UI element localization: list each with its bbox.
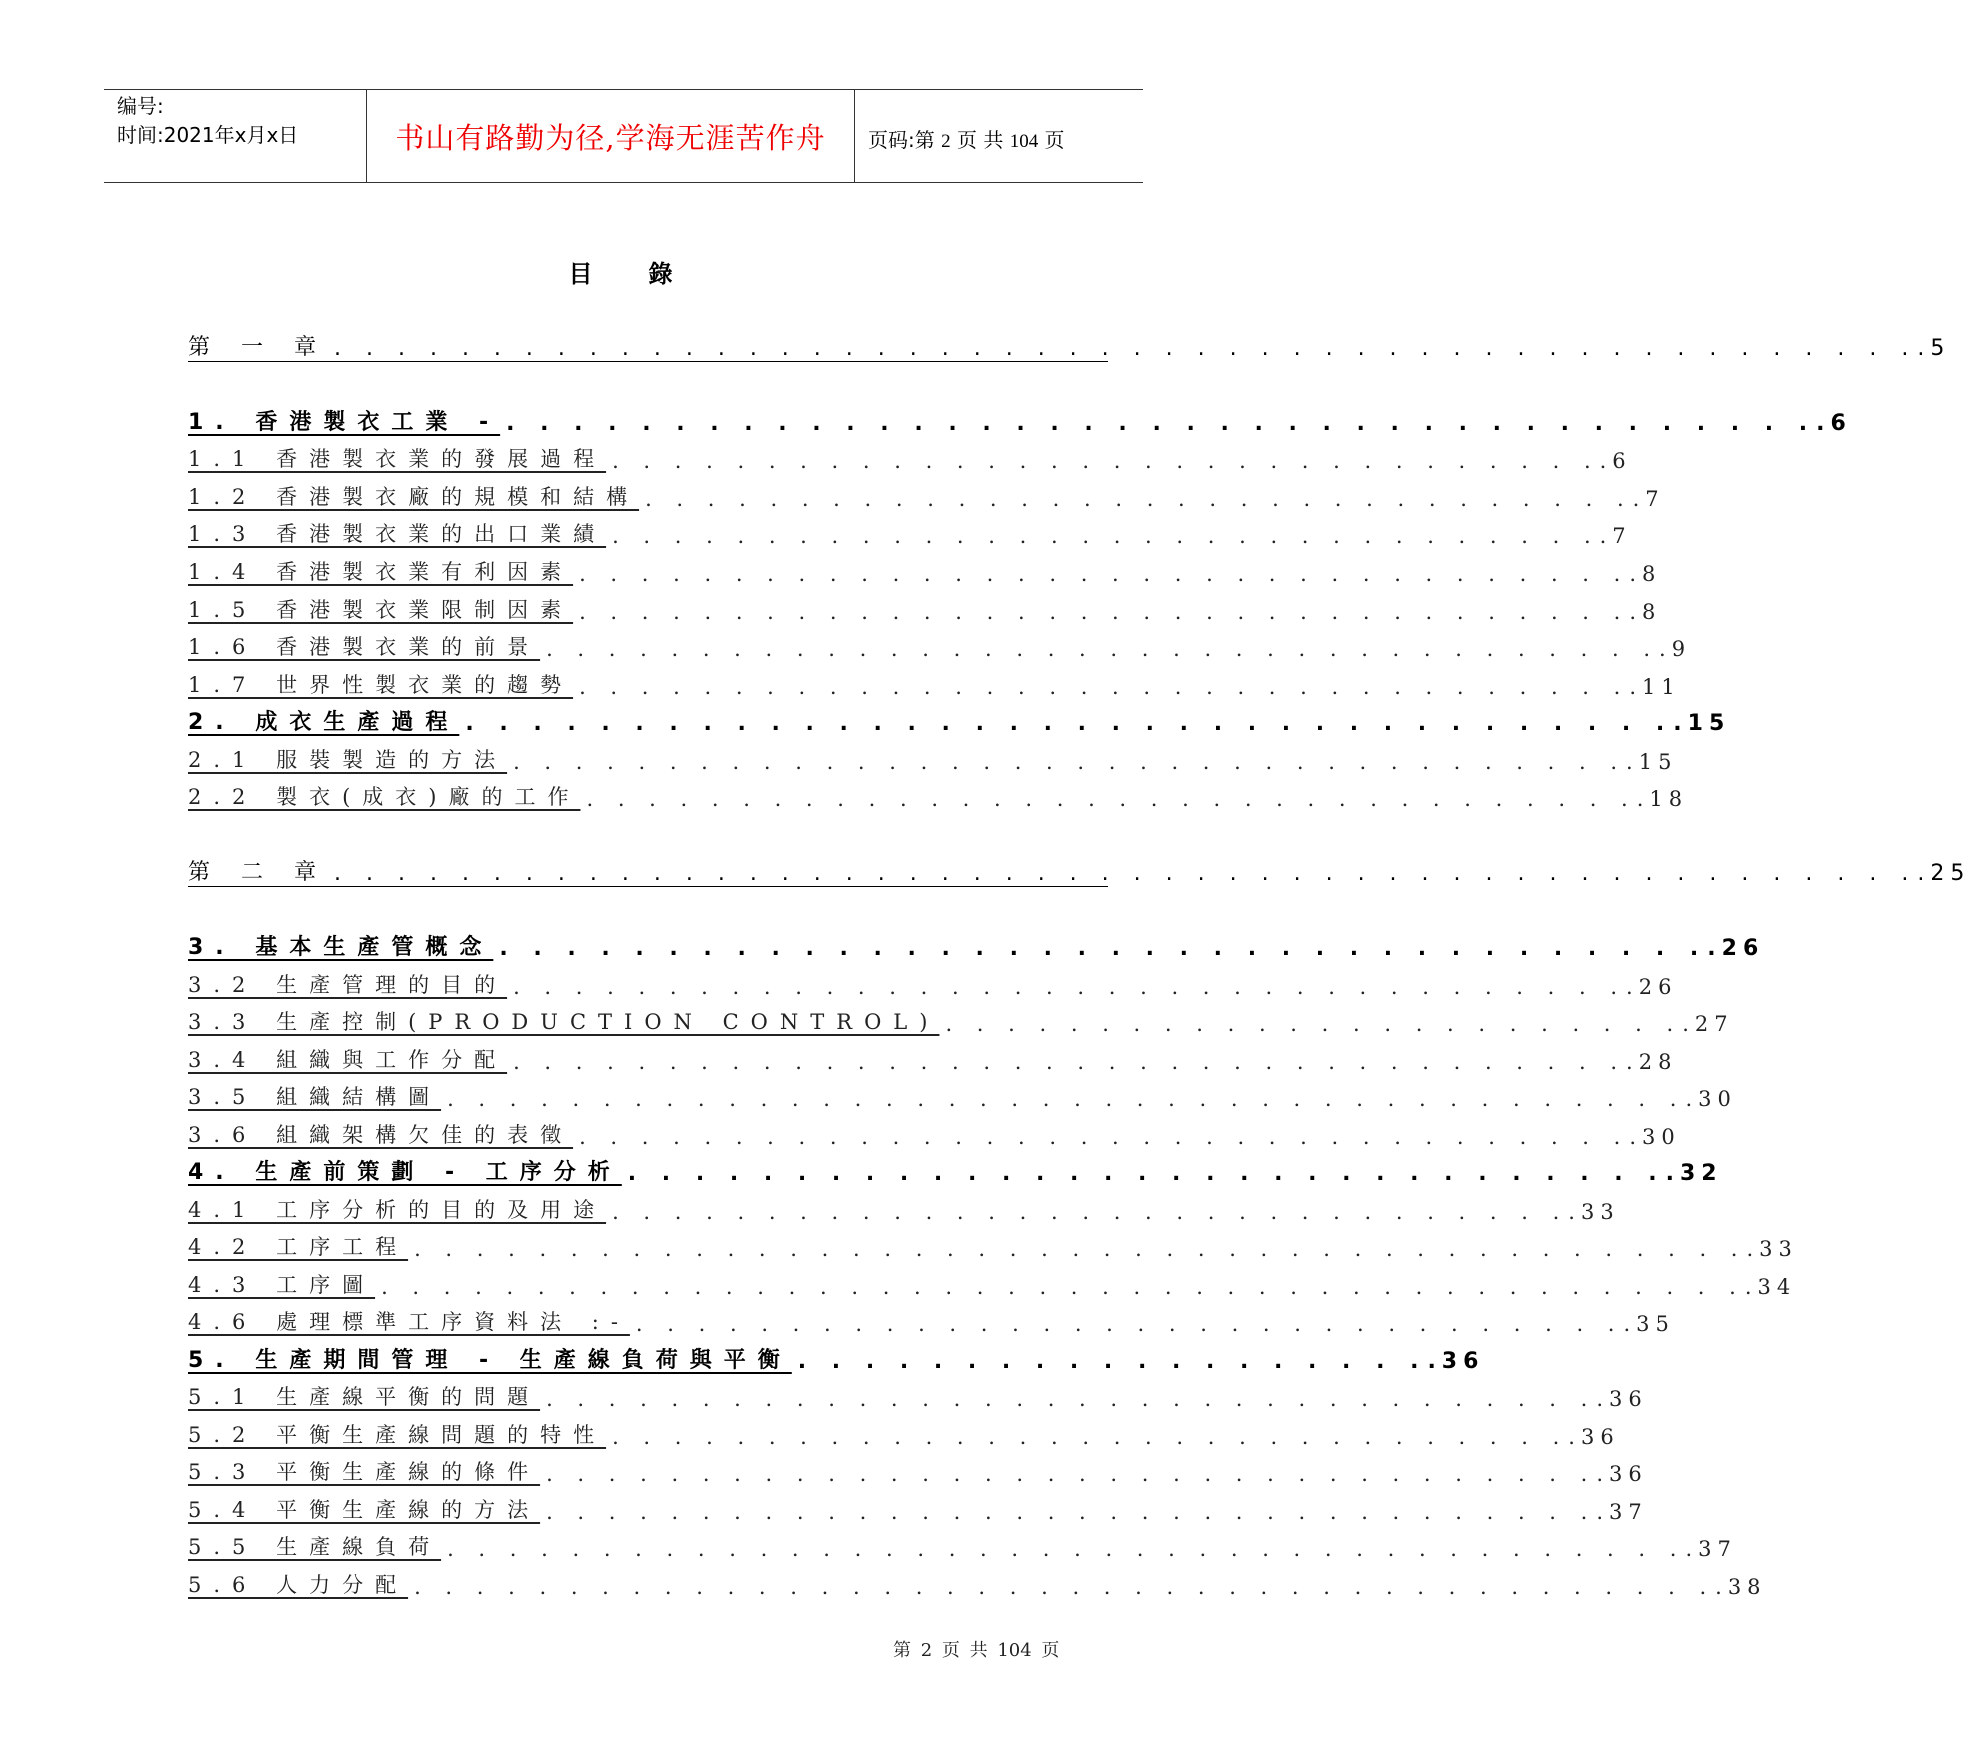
toc-entry-subsection[interactable] [188,439,1632,473]
toc-entry-leader: . . . . . . . . . . . . . . . . . . . . . . . . . . . . . . . . . . [579,562,1630,586]
toc-entry-subsection[interactable] [188,1265,1797,1299]
toc-entry-leader: . . . . . . . . . . . . . . . . . . . . . . . . . . . . . . . . . . . . [465,711,1674,736]
toc-title [0,254,1241,289]
toc-entry-section[interactable] [188,927,1765,961]
toc-entry-label: 1.7 世界性製衣業的趨勢 [188,673,574,697]
time-label: 时间:2021年x月x日 [117,123,299,147]
toc-entry-label: 3. 基本生產管概念 [188,935,494,960]
toc-entry-subsection[interactable] [188,1377,1648,1411]
toc-entry-leader: . . . . . . . . . . . . . . . . . . . . . . . . . . . . . . . . . . . . [513,750,1627,774]
toc-entry-subsection[interactable] [188,777,1689,811]
page-suffix: 页 [1044,128,1065,152]
toc-entry-label: 1. 香港製衣工業 - [188,410,501,435]
toc-entry-subsection[interactable] [188,1227,1798,1261]
toc-entry-page: .11 [1629,675,1681,699]
toc-entry-leader: . . . . . . . . . . . . . . . . . . . . . . . . . . . . . . . . . . [579,600,1630,624]
toc-entry-label: 4.3 工序圖 [188,1273,376,1297]
toc-entry-leader: . . . . . . . . . . . . . . . . . . . . . . . . . . . . . . . . . . . . . . . . . . . . . . . . . . [334,861,1918,886]
toc-entry-leader: . . . . . . . . . . . . . . . . . . . . . . . . . . . . . . . . [612,449,1600,473]
toc-entry-leader: . . . . . . . . . . . . . . . . . . . . . . . . . . . . . . . . . . . . [546,637,1660,661]
page-total: 104 [1009,131,1039,152]
toc-entry-label: 1.5 香港製衣業限制因素 [188,598,574,622]
toc-entry-section[interactable] [188,1340,1485,1374]
toc-entry-page: .33 [1568,1200,1620,1224]
toc-entry-label: 1.2 香港製衣廠的規模和結構 [188,485,640,509]
toc-entry-leader: . . . . . . . . . . . . . . . . . . . . . . . . . . . . . . . . . . [546,1387,1597,1411]
toc-entry-leader: . . . . . . . . . . . . . . . . . . . . . . . . . . . . . . . . . . [546,1500,1597,1524]
toc-entry-leader: . . . . . . . . . . . . . . . . . . . . . . . . . . . . . . . . [612,524,1600,548]
toc-entry-label: 5. 生產期間管理 - 生產線負荷與平衡 [188,1348,792,1373]
toc-entry-page: .36 [1596,1387,1648,1411]
toc-entry-leader: . . . . . . . . . . . . . . . . . . . . . . . . . . . . . . . . . . [586,787,1637,811]
toc-entry-chapter[interactable] [188,327,1951,362]
toc-entry-leader: . . . . . . . . . . . . . . . . . . . . . . . . . . . . . . . . . . . . [513,1050,1627,1074]
toc-entry-label: 3.2 生產管理的目的 [188,973,508,997]
toc-entry-page: .35 [1623,1312,1675,1336]
toc-entry-page: .15 [1626,750,1678,774]
toc-entry-section[interactable] [188,402,1852,436]
toc-entry-page: .5 [1917,336,1951,361]
toc-entry-section[interactable] [188,702,1731,736]
toc-entry-label: 1.3 香港製衣業的出口業績 [188,522,607,546]
toc-entry-label: 5.3 平衡生產線的條件 [188,1460,541,1484]
toc-entry-page: .30 [1685,1087,1737,1111]
toc-entry-subsection[interactable] [188,1565,1767,1599]
toc-entry-page: .30 [1629,1125,1681,1149]
header-top-rule [104,89,1143,90]
toc-entry-subsection[interactable] [188,740,1678,774]
toc-entry-page: .34 [1744,1275,1797,1299]
page-number: 2 [941,131,951,152]
toc-entry-leader: . . . . . . . . . . . . . . . . . . . . . . . . . . . . . . . . [635,1312,1624,1336]
toc-entry-leader: . . . . . . . . . . . . . . . . . . . . . . . . . . . . . . . [627,1161,1666,1186]
toc-entry-label: 4. 生產前策劃 - 工序分析 [188,1160,622,1185]
toc-entry-label: 3.6 組織架構欠佳的表徵 [188,1123,574,1147]
toc-entry-page: .32 [1665,1161,1723,1186]
toc-entry-page: .6 [1599,449,1632,473]
toc-entry-label: 5.6 人力分配 [188,1573,409,1597]
toc-entry-page: .37 [1685,1537,1737,1561]
toc-entry-label: 4.6 處理標準工序資料法 :- [188,1310,630,1334]
toc-entry-page: .26 [1707,936,1765,961]
toc-entry-leader: . . . . . . . . . . . . . . . . . . . . . . . . . . . . . . . [612,1200,1569,1224]
toc-entry-subsection[interactable] [188,1040,1678,1074]
header-divider-right [854,89,855,183]
toc-entry-label: 3.4 組織與工作分配 [188,1048,508,1072]
toc-entry-leader: . . . . . . . . . . . . . . . . . . . . . . . . . . . . . . . . . . . . . . . [506,411,1817,436]
toc-entry-subsection[interactable] [188,1115,1681,1149]
header-meta [117,92,298,150]
toc-entry-page: .36 [1596,1462,1648,1486]
toc-entry-leader: . . . . . . . . . . . . . . . . . . . . . . . . . . . . . . . . . . . . . . . . . . . . [381,1275,1745,1299]
toc-entry-page: .18 [1636,787,1689,811]
toc-entry-leader: . . . . . . . . . . . . . . . . . . . . . . . . [945,1012,1683,1036]
page-prefix: 页码:第 [868,128,935,152]
toc-entry-page: .9 [1659,637,1692,661]
toc-entry-leader: . . . . . . . . . . . . . . . . . . . . . . . . . . . . . . . . . . . . . . . . . . . . . . . . . . [334,336,1918,361]
toc-entry-label: 1.4 香港製衣業有利因素 [188,560,574,584]
toc-entry-subsection[interactable] [188,1302,1675,1336]
toc-entry-label: 1.6 香港製衣業的前景 [188,635,541,659]
toc-entry-page: .8 [1629,600,1662,624]
toc-entry-page: .25 [1917,861,1970,886]
toc-entry-leader: . . . . . . . . . . . . . . . . . . . . . . . . . . . . . . . . . . . . [499,936,1708,961]
toc-entry-page: .28 [1626,1050,1678,1074]
toc-entry-page: .27 [1682,1012,1734,1036]
toc-entry-label: 3.3 生產控制(PRODUCTION CONTROL) [188,1010,940,1034]
toc-entry-leader: . . . . . . . . . . . . . . . . . . . . . . . . . . . . . . . . . . [546,1462,1597,1486]
toc-entry-subsection[interactable] [188,1527,1737,1561]
toc-entry-label: 第 二 章 [188,860,328,885]
toc-entry-chapter[interactable] [188,852,1970,887]
toc-entry-leader: . . . . . . . . . . . . . . . . . . . . . . . . . . . . . . . . [645,487,1633,511]
toc-entry-page: .37 [1596,1500,1648,1524]
toc-title-char-1: 目 [568,260,593,288]
page-footer: 第 2 页 共 104 页 [893,1640,1060,1661]
toc-entry-subsection[interactable] [188,1077,1737,1111]
toc-entry-page: .7 [1599,524,1632,548]
toc-entry-page: .38 [1715,1575,1767,1599]
toc-entry-subsection[interactable] [188,590,1662,624]
toc-entry-page: .26 [1626,975,1678,999]
serial-label: 编号: [117,94,164,118]
toc-entry-label: 5.4 平衡生產線的方法 [188,1498,541,1522]
toc-entry-leader: . . . . . . . . . . . . . . . . . . . . . . . . . . . . . . . . . . [579,675,1630,699]
toc-entry-label: 3.5 組織結構圖 [188,1085,442,1109]
toc-entry-label: 5.5 生產線負荷 [188,1535,442,1559]
toc-entry-page: .36 [1427,1349,1485,1374]
toc-entry-page: .8 [1629,562,1662,586]
toc-entry-leader: . . . . . . . . . . . . . . . . . . . . . . . . . . . . . . . . . . . . . . . . . . . [414,1237,1747,1261]
toc-entry-label: 1.1 香港製衣業的發展過程 [188,447,607,471]
toc-entry-subsection[interactable] [188,552,1662,586]
toc-entry-page: .36 [1568,1425,1620,1449]
toc-entry-subsection[interactable] [188,627,1692,661]
toc-entry-label: 2.1 服裝製造的方法 [188,748,508,772]
toc-entry-subsection[interactable] [188,477,1665,511]
toc-entry-leader: . . . . . . . . . . . . . . . . . . . [797,1349,1428,1374]
toc-title-char-2: 錄 [648,260,673,288]
toc-entry-section[interactable] [188,1152,1723,1186]
page-mid: 页 共 [956,128,1004,152]
toc-entry-label: 4.2 工序工程 [188,1235,409,1259]
toc-entry-label: 2. 成衣生產過程 [188,710,460,735]
toc-entry-page: .15 [1673,711,1731,736]
toc-entry-leader: . . . . . . . . . . . . . . . . . . . . . . . . . . . . . . . . . . . . [513,975,1627,999]
toc-entry-subsection[interactable] [188,1415,1620,1449]
toc-entry-page: .7 [1632,487,1665,511]
toc-entry-leader: . . . . . . . . . . . . . . . . . . . . . . . . . . . . . . . . . . . . . . . . . . [414,1575,1716,1599]
header-page-info [868,124,1065,153]
toc-entry-label: 2.2 製衣(成衣)廠的工作 [188,785,581,809]
toc-entry-page: .33 [1746,1237,1798,1261]
toc-entry-label: 5.2 平衡生產線問題的特性 [188,1423,607,1447]
header-bottom-rule [104,182,1143,183]
toc-entry-subsection[interactable] [188,514,1632,548]
toc-entry-label: 5.1 生產線平衡的問題 [188,1385,541,1409]
toc-entry-leader: . . . . . . . . . . . . . . . . . . . . . . . . . . . . . . . . . . [579,1125,1630,1149]
toc-entry-label: 第 一 章 [188,335,328,360]
toc-entry-subsection[interactable] [188,1490,1648,1524]
toc-entry-leader: . . . . . . . . . . . . . . . . . . . . . . . . . . . . . . . . . . . . . . . . [447,1537,1686,1561]
toc-entry-page: .6 [1816,411,1852,436]
header-motto: 书山有路勤为径,学海无涯苦作舟 [395,121,826,155]
toc-entry-subsection[interactable] [188,1452,1648,1486]
toc-entry-subsection[interactable] [188,1190,1620,1224]
toc-entry-subsection[interactable] [188,665,1681,699]
toc-entry-label: 4.1 工序分析的目的及用途 [188,1198,607,1222]
toc-entry-subsection[interactable] [188,1002,1734,1036]
toc-entry-leader: . . . . . . . . . . . . . . . . . . . . . . . . . . . . . . . . . . . . . . . . [447,1087,1686,1111]
toc-entry-subsection[interactable] [188,965,1678,999]
toc-entry-leader: . . . . . . . . . . . . . . . . . . . . . . . . . . . . . . . [612,1425,1569,1449]
